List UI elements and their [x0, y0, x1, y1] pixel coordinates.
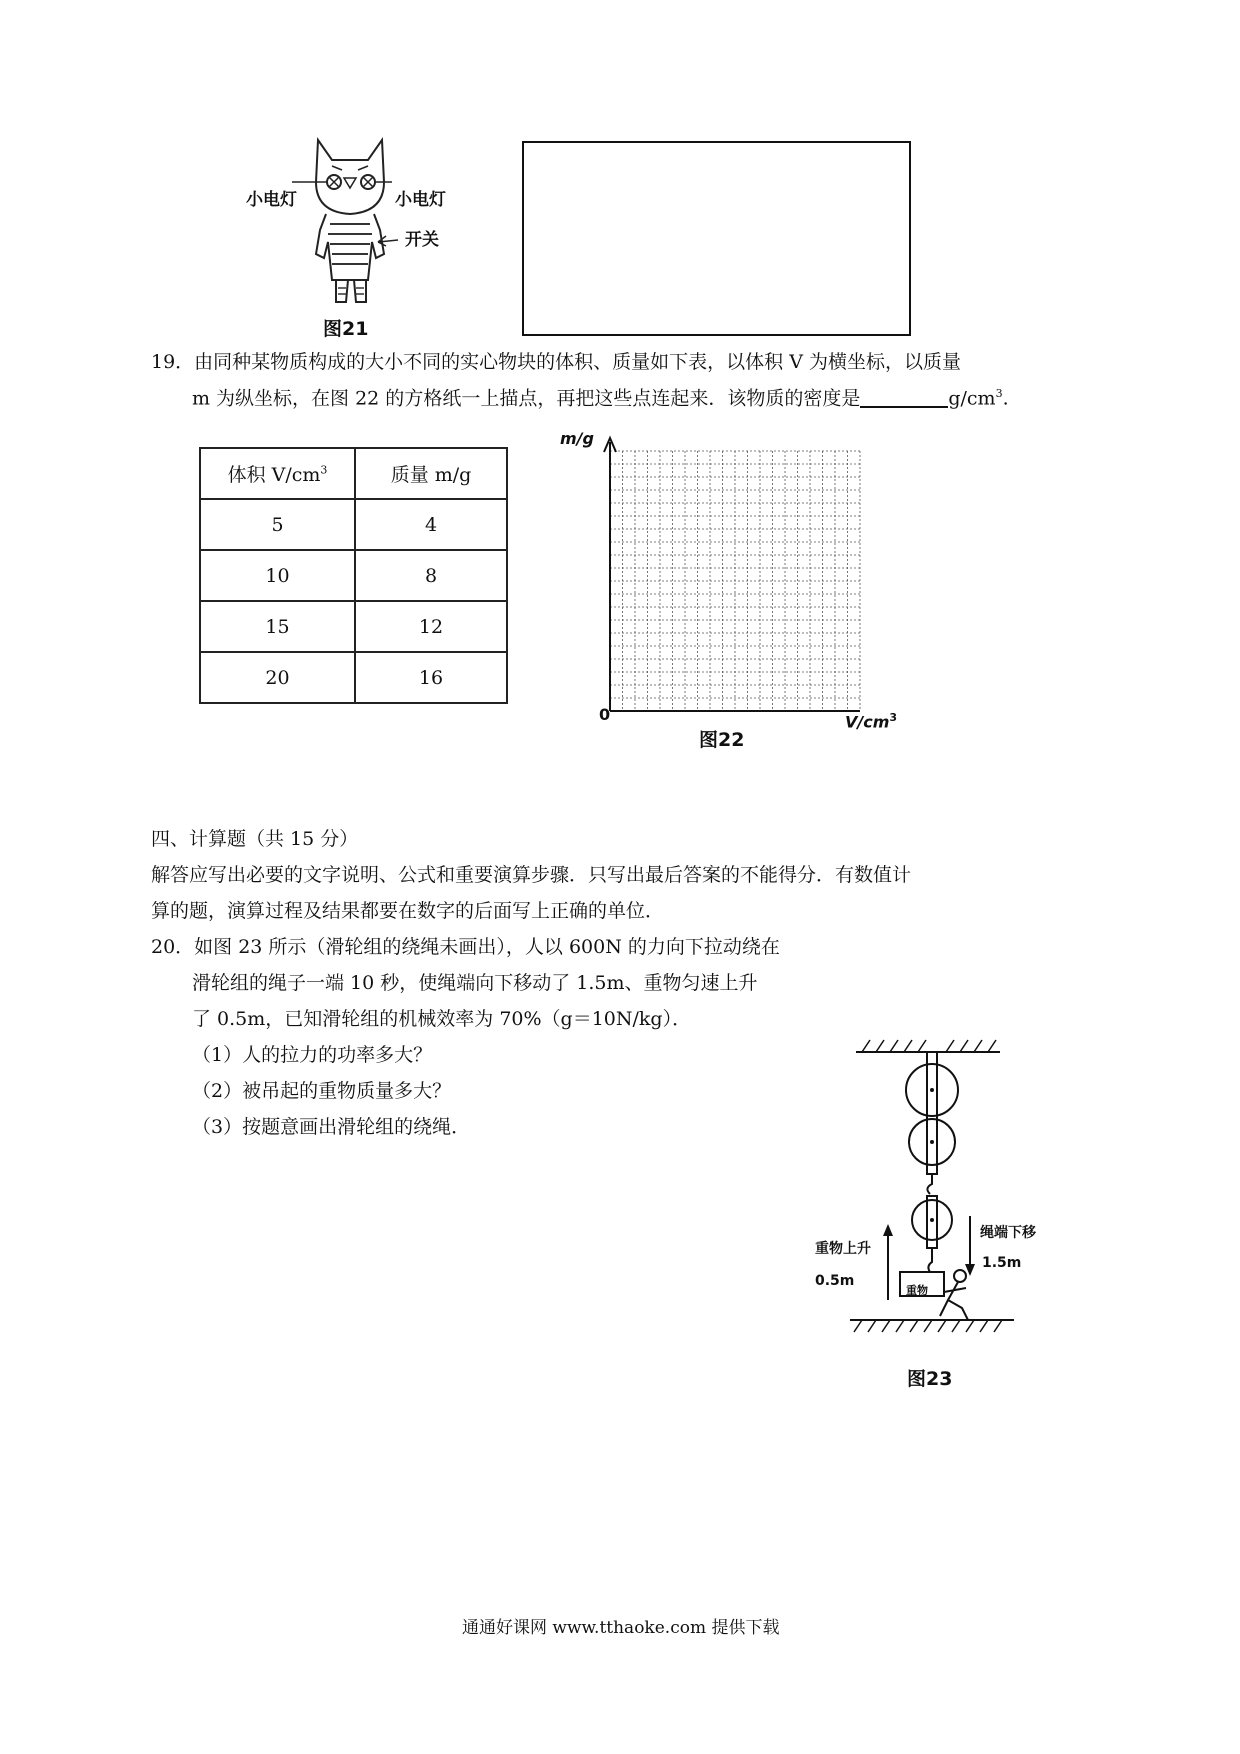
cell-mass: 16	[355, 652, 507, 703]
header-mass: 质量 m/g	[355, 448, 507, 499]
label-down-value: 1.5m	[982, 1255, 1022, 1271]
q20-sub3: （3）按题意画出滑轮组的绕绳．	[192, 1116, 471, 1138]
weight-label: 重物	[906, 1284, 928, 1297]
q19-line1: 19．由同种某物质构成的大小不同的实心物块的体积、质量如下表，以体积 V 为横坐标，以质量	[151, 351, 961, 373]
answer-box	[522, 141, 911, 336]
y-axis-label: m/g	[560, 429, 594, 448]
label-rise: 重物上升	[815, 1241, 871, 1257]
q20-line3: 了 0.5m，已知滑轮组的机械效率为 70%（g＝10N/kg）．	[192, 1008, 692, 1030]
label-down: 绳端下移	[980, 1225, 1036, 1241]
label-switch: 开关	[405, 230, 439, 250]
pulley-illustration	[840, 1030, 1020, 1350]
table-row	[200, 601, 507, 652]
cell-volume: 10	[200, 550, 355, 601]
arrow-up-icon	[883, 1224, 893, 1236]
cell-mass: 4	[355, 499, 507, 550]
origin-label: 0	[599, 705, 611, 724]
q20-sub1: （1）人的拉力的功率多大？	[192, 1044, 433, 1066]
q20-sub2: （2）被吊起的重物质量多大？	[192, 1080, 452, 1102]
footer-text: 通通好课网 www.tthaoke.com 提供下载	[462, 1618, 780, 1638]
header-volume: 体积 $V/cm^3$	[200, 448, 355, 499]
q20-line1: 20．如图 23 所示（滑轮组的绕绳未画出），人以 600N 的力向下拉动绕在	[151, 936, 780, 958]
cell-volume: 15	[200, 601, 355, 652]
section-4-instructions-1: 解答应写出必要的文字说明、公式和重要演算步骤．只写出最后答案的不能得分．有数值计	[151, 864, 912, 886]
table-row	[200, 499, 507, 550]
figure-22-caption: 图22	[699, 729, 745, 751]
figure-23-caption: 图23	[907, 1368, 953, 1390]
section-4-instructions-2: 算的题，演算过程及结果都要在数字的后面写上正确的单位．	[151, 900, 665, 922]
cell-mass: 12	[355, 601, 507, 652]
table-row	[200, 550, 507, 601]
q20-line2: 滑轮组的绳子一端 10 秒，使绳端向下移动了 1.5m、重物匀速上升	[192, 972, 758, 994]
label-light-left: 小电灯	[246, 190, 297, 210]
x-axis-label: $V/cm^3$	[845, 711, 898, 732]
label-rise-value: 0.5m	[815, 1273, 855, 1289]
cell-volume: 5	[200, 499, 355, 550]
section-4-title: 四、计算题（共 15 分）	[151, 828, 359, 850]
table-row	[200, 652, 507, 703]
figure-21-caption: 图21	[323, 318, 369, 340]
volume-mass-table	[199, 447, 508, 704]
label-light-right: 小电灯	[395, 190, 446, 210]
q19-end: .	[1002, 387, 1009, 410]
q19-line2	[192, 388, 1009, 408]
grid-paper	[585, 430, 875, 720]
answer-blank	[860, 388, 948, 408]
cat-with-lights-illustration	[270, 130, 450, 310]
table-header-row	[200, 448, 507, 499]
cell-volume: 20	[200, 652, 355, 703]
q19-unit: g/cm	[948, 387, 996, 410]
cell-mass: 8	[355, 550, 507, 601]
q19-line2-text: m 为纵坐标，在图 22 的方格纸一上描点，再把这些点连起来．该物质的密度是	[192, 387, 861, 410]
q19-unit-sup: 3	[995, 387, 1003, 400]
